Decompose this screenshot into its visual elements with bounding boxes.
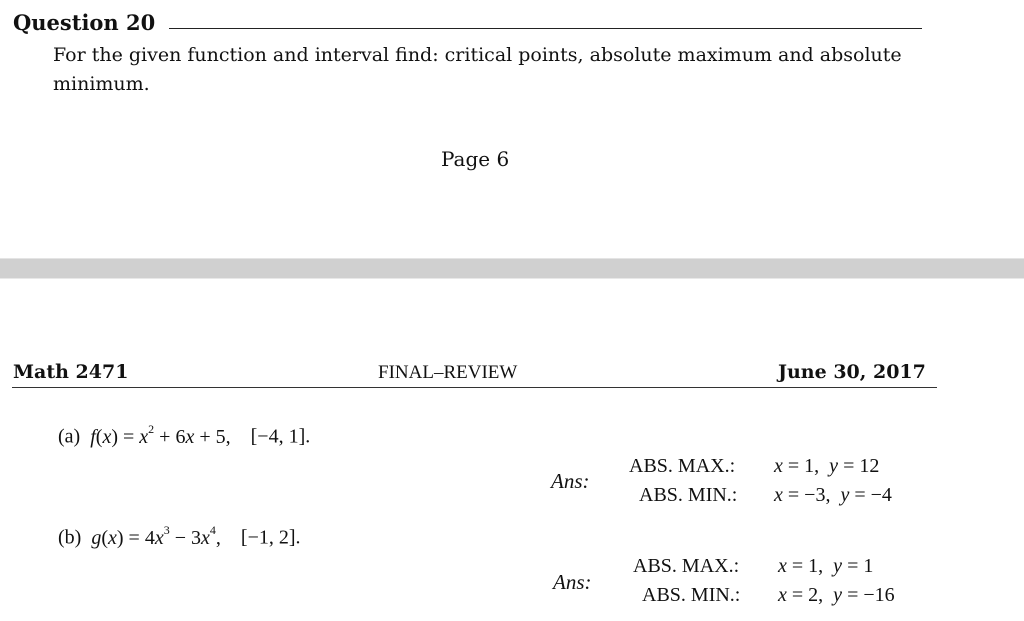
page-number: Page 6 — [441, 147, 510, 171]
question-title: Question 20 — [13, 10, 156, 35]
part-b-min-label: ABS. MIN.: — [642, 584, 741, 606]
part-b-interval: [−1, 2]. — [240, 526, 301, 549]
part-a-min-label: ABS. MIN.: — [639, 484, 738, 506]
question-text — [53, 41, 902, 99]
part-a-max-label: ABS. MAX.: — [629, 455, 736, 477]
part-b-max-value: x = 1, y = 1 — [778, 555, 874, 577]
part-a-label: (a) — [58, 425, 81, 448]
question-text-line2: minimum. — [53, 73, 150, 95]
part-b-label: (b) — [58, 526, 82, 549]
document-title: FINAL–REVIEW — [378, 362, 518, 383]
part-b-statement — [58, 525, 301, 550]
header-rule — [12, 387, 937, 388]
part-a-statement — [58, 424, 310, 449]
part-b-function: $g(x) = 4x^3 - 3x^4$, — [91, 523, 221, 549]
part-a-ans-label: Ans: — [551, 469, 590, 493]
part-b-ans-label: Ans: — [553, 570, 592, 594]
part-b-min-value: x = 2, y = −16 — [778, 584, 895, 606]
part-a-interval: [−4, 1]. — [250, 425, 311, 448]
page-divider — [0, 258, 1024, 279]
part-b-max-label: ABS. MAX.: — [633, 555, 740, 577]
part-a-max-value: x = 1, y = 12 — [774, 455, 880, 477]
course-code: Math 2471 — [13, 361, 129, 383]
question-text-line1: For the given function and interval find: critical points, absolute maximum and absolute — [53, 44, 902, 66]
part-a-min-value: x = −3, y = −4 — [774, 484, 892, 506]
part-a-function: $f(x) = x^2 + 6x + 5$, — [90, 422, 231, 448]
question-title-rule — [169, 28, 922, 29]
document-date: June 30, 2017 — [778, 361, 926, 383]
